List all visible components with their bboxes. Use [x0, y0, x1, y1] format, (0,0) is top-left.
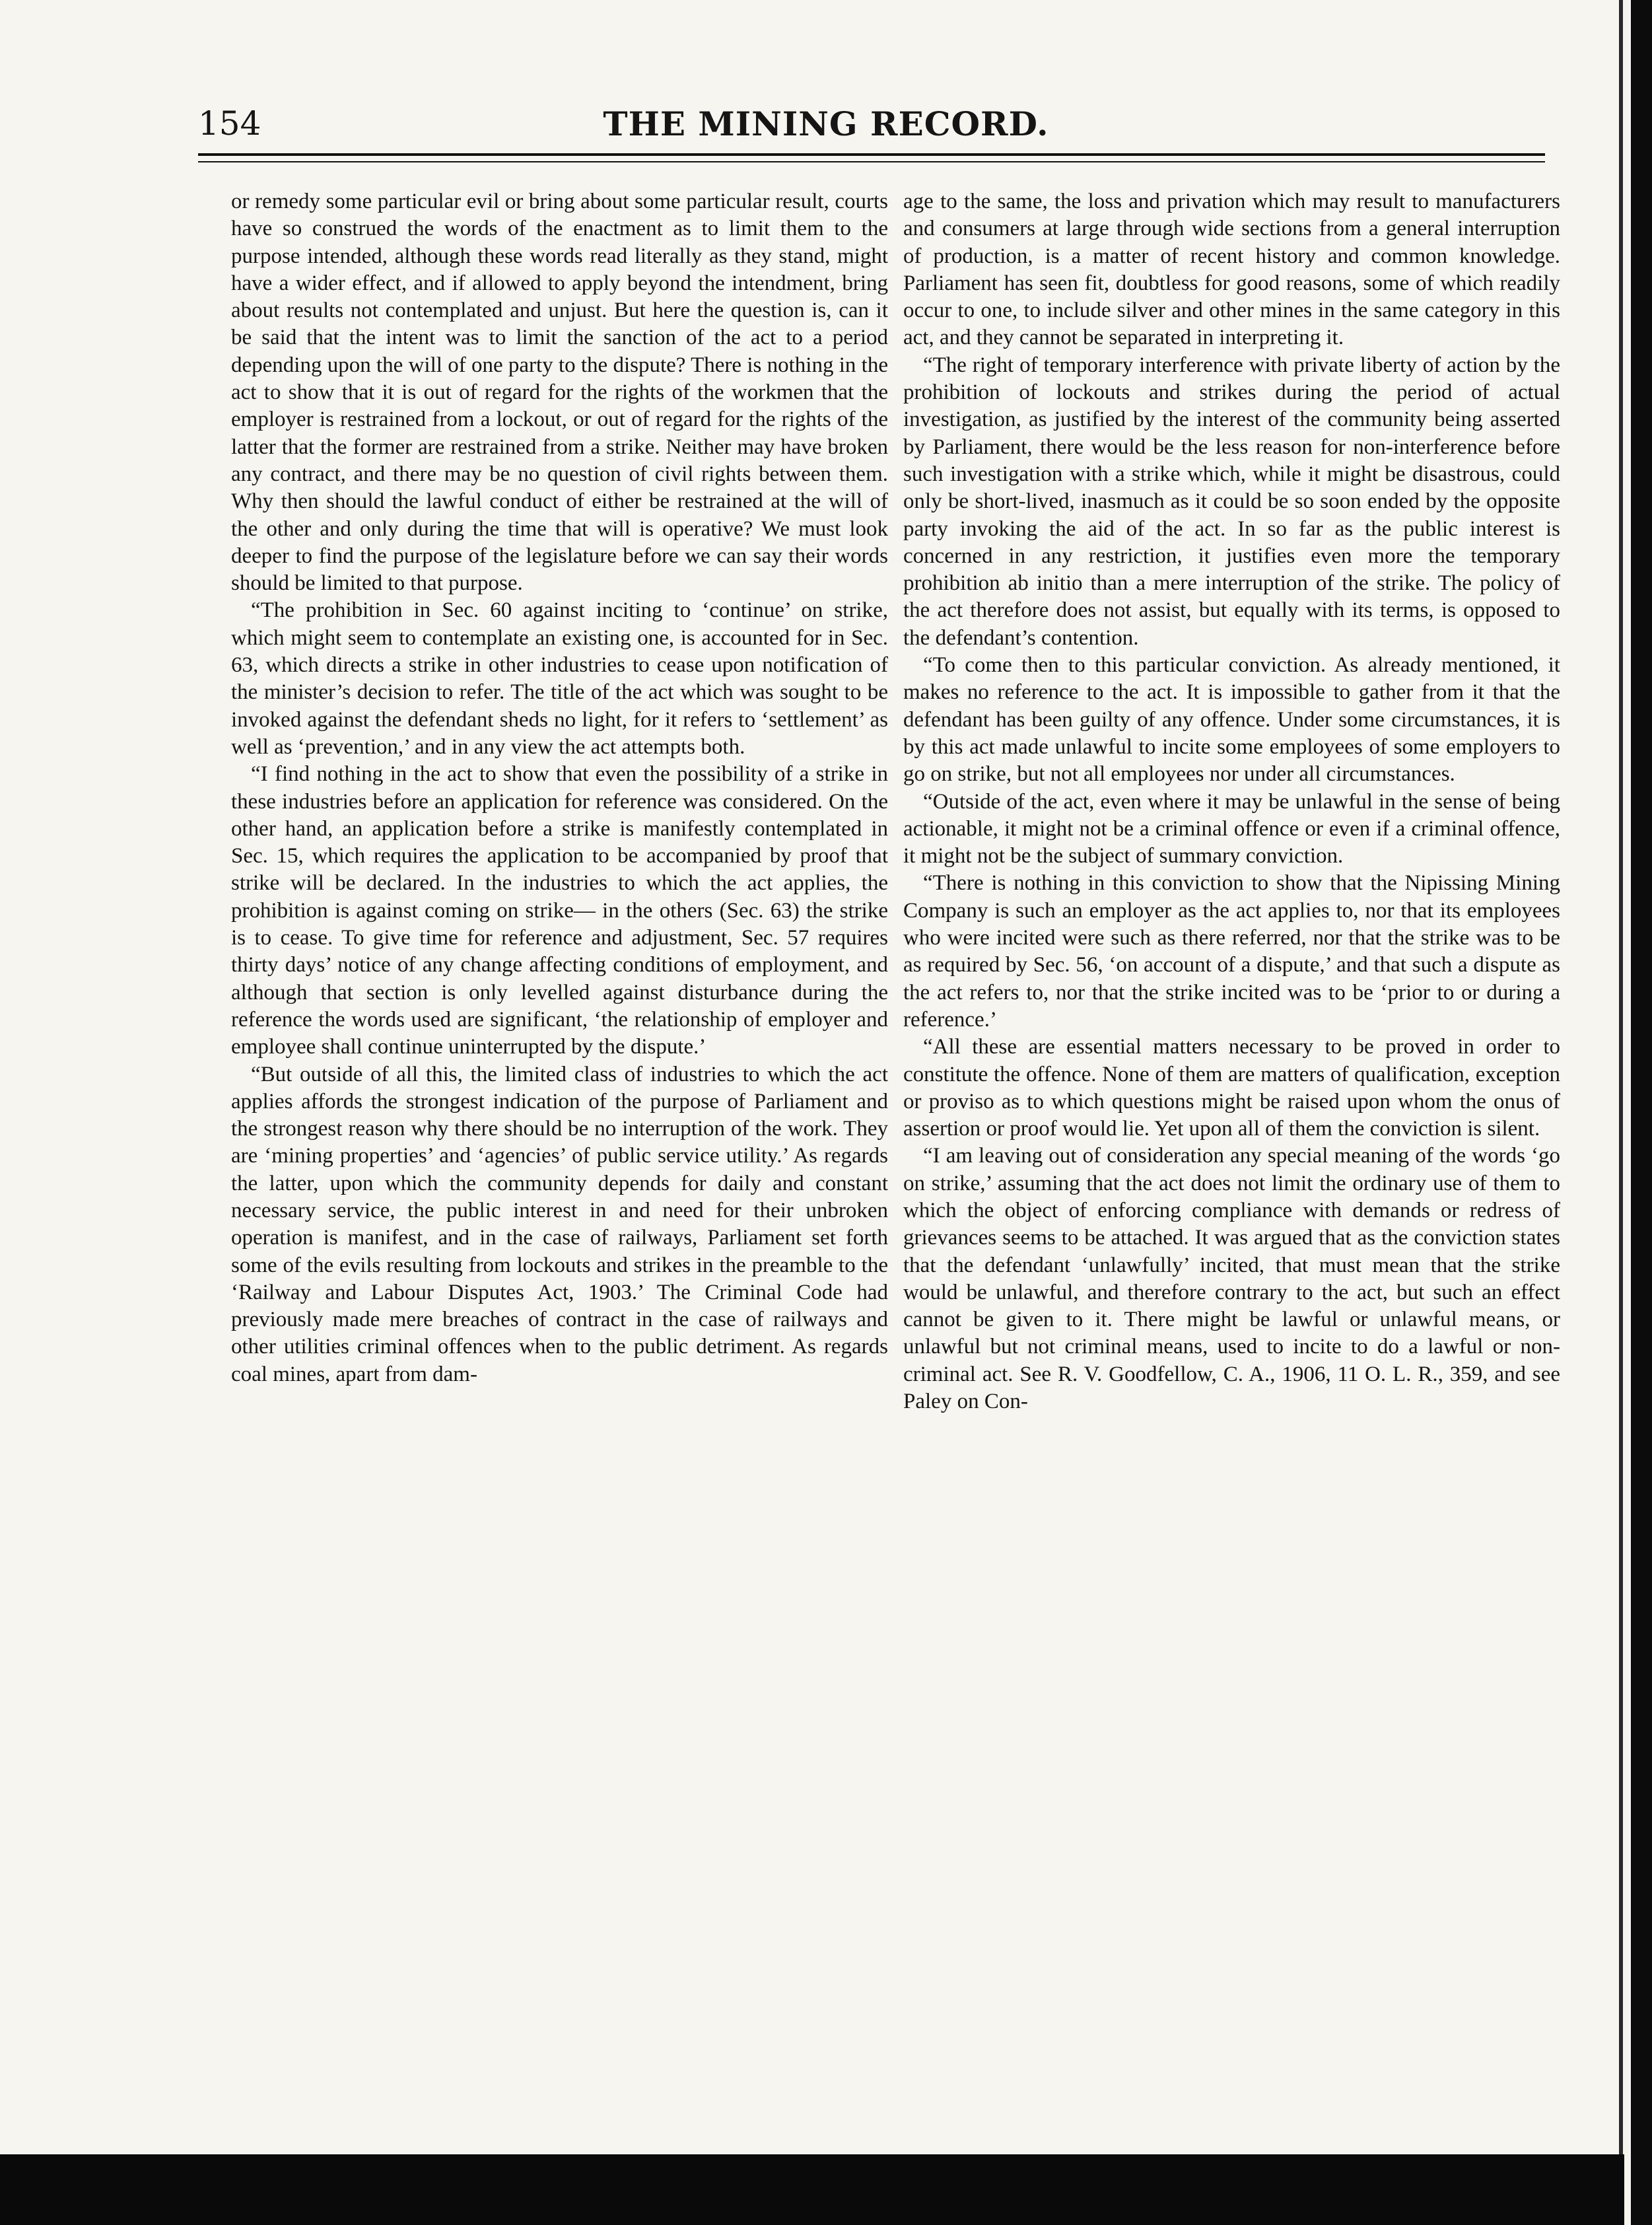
paragraph: “To come then to this particular conviction. As already mentioned, it makes no reference to the act. It is impossible to gather from it that the defendant has been guilty of any offence. Under some circumstances, it is by this act made unlawful to incite some employees of some employers to go on strike, but not all employees nor under all circumstances. [903, 653, 1560, 787]
right-column [903, 188, 1560, 1415]
paragraph: “I am leaving out of consideration any special meaning of the words ‘go on strike,’ assuming that the act does not limit the ordinary use of them to which the object of enforcing compliance with demands or redress of grievances seems to be attached. It was argued that as the conviction states that the defendant ‘unlawfully’ incited, that must mean that the strike would be unlawful, and therefore contrary to the act, but such an effect cannot be given to it. There might be lawful or unlawful means, or unlawful but not criminal means, used to incite to do a lawful or non-criminal act. See R. V. Goodfellow, C. A., 1906, 11 O. L. R., 359, and see Paley on Con- [903, 1144, 1560, 1414]
paragraph: “I find nothing in the act to show that even the possibility of a strike in these industries before an application for reference was considered. On the other hand, an application before a strike is manifestly contemplated in Sec. 15, which requires the application to be accompanied by proof that strike will be declared. In the industries to which the act applies, the prohibition is against coming on strike— in the others (Sec. 63) the strike is to cease. To give time for reference and adjustment, Sec. 57 requires thirty days’ notice of any change affecting conditions of employment, and although that section is only levelled against disturbance during the reference the words used are significant, ‘the relationship of employer and employee shall continue uninterrupted by the dispute.’ [231, 762, 888, 1059]
scan-border-right [1631, 0, 1652, 2225]
paragraph: “Outside of the act, even where it may be unlawful in the sense of being actionable, it might not be a criminal offence or even if a criminal offence, it might not be the subject of summary conviction. [903, 789, 1560, 868]
left-column [231, 188, 888, 1388]
journal-title: THE MINING RECORD. [603, 104, 1049, 143]
paragraph: “There is nothing in this conviction to show that the Nipissing Mining Company is such an employer as the act applies to, nor that its employees who were incited were such as there referred, nor that the strike was to be as required by Sec. 56, ‘on account of a dispute,’ and that such a dispute as the act refers to, nor that the strike incited was to be ‘prior to or during a reference.’ [903, 871, 1560, 1032]
header-rule [198, 153, 1545, 156]
paragraph: “All these are essential matters necessary to be proved in order to constitute the offence. None of them are matters of qualification, exception or proviso as to which questions might be raised upon whom the onus of assertion or proof would lie. Yet upon all of them the conviction is silent. [903, 1035, 1560, 1141]
header-rule-thin [198, 161, 1545, 162]
page-edge-shadow [1619, 0, 1623, 2225]
paragraph: age to the same, the loss and privation which may result to manufacturers and consumers at large through wide sections from a general interruption of production, is a matter of recent history and common knowledge. Parliament has seen fit, doubtless for good reasons, some of which readily occur to one, to include silver and other mines in the same category in this act, and they cannot be separated in interpreting it. [903, 190, 1560, 350]
paragraph: “The right of temporary interference with private liberty of action by the prohibition of lockouts and strikes during the period of actual investigation, as justified by the interest of the community being asserted by Parliament, there would be the less reason for non-interference before such investigation with a strike which, while it might be disastrous, could only be short-lived, inasmuch as it could be so soon ended by the opposite party invoking the aid of the act. In so far as the public interest is concerned in any restriction, it justifies even more the temporary prohibition ab initio than a mere interruption of the strike. The policy of the act therefore does not assist, but equally with its terms, is opposed to the defendant’s contention. [903, 353, 1560, 650]
paragraph: “But outside of all this, the limited class of industries to which the act applies affords the strongest indication of the purpose of Parliament and the strongest reason why there should be no interruption of the work. They are ‘mining properties’ and ‘agencies’ of public service utility.’ As regards the latter, upon which the community depends for daily and constant necessary service, the public interest in and need for their unbroken operation is manifest, and in the case of railways, Parliament set forth some of the evils resulting from lockouts and strikes in the preamble to the ‘Railway and Labour Disputes Act, 1903.’ The Criminal Code had previously made mere breaches of contract in the case of railways and other utilities criminal offences when to the public detriment. As regards coal mines, apart from dam- [231, 1062, 888, 1386]
paragraph: or remedy some particular evil or bring about some particular result, courts have so construed the words of the enactment as to limit them to the purpose intended, although these words read literally as they stand, might have a wider effect, and if allowed to apply beyond the intendment, bring about results not contemplated and unjust. But here the question is, can it be said that the intent was to limit the sanction of the act to a period depending upon the will of one party to the dispute? There is nothing in the act to show that it is out of regard for the rights of the workmen that the employer is restrained from a lockout, or out of regard for the rights of the latter that the former are restrained from a strike. Neither may have broken any contract, and there may be no question of civil rights between them. Why then should the lawful conduct of either be restrained at the will of the other and only during the time that will is operative? We must look deeper to find the purpose of the legislature before we can say their words should be limited to that purpose. [231, 190, 888, 596]
page-number: 154 [198, 104, 261, 143]
scan-border-bottom [0, 2154, 1624, 2225]
page-header [0, 0, 1652, 165]
paragraph: “The prohibition in Sec. 60 against inciting to ‘continue’ on strike, which might seem to contemplate an existing one, is accounted for in Sec. 63, which directs a strike in other industries to cease upon notification of the minister’s decision to refer. The title of the act which was sought to be invoked against the defendant sheds no light, for it refers to ‘settlement’ as well as ‘prevention,’ and in any view the act attempts both. [231, 598, 888, 759]
